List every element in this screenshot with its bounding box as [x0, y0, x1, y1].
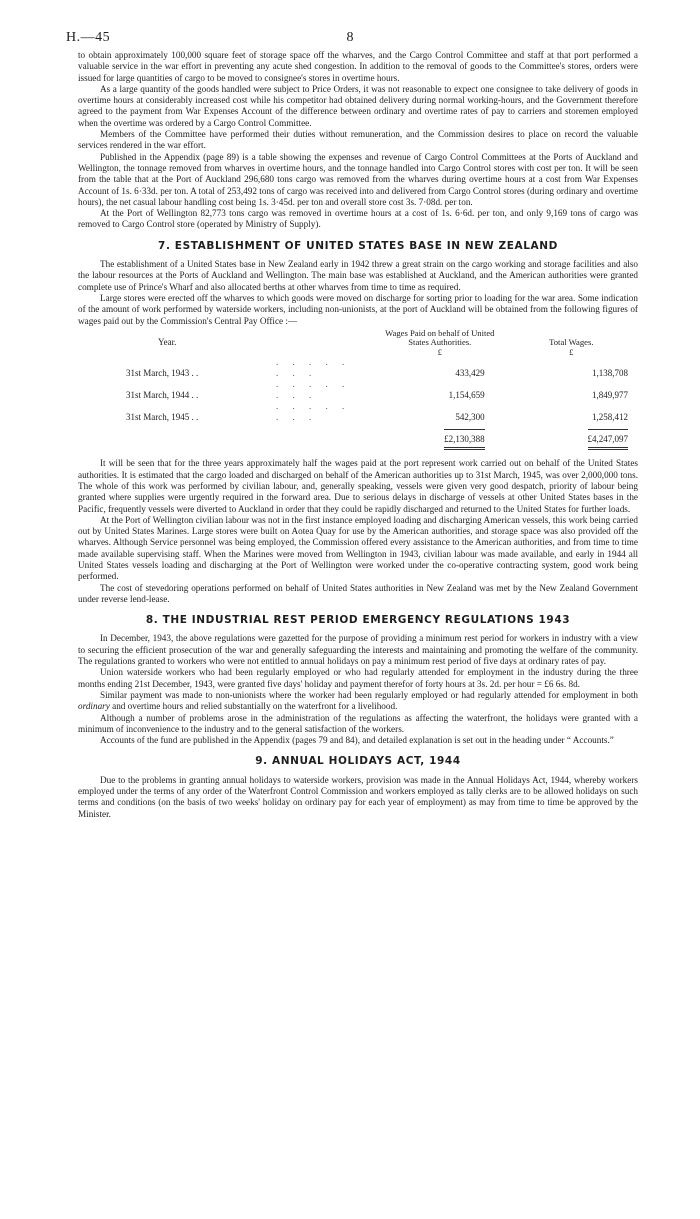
leader-dots: . . . . . . . .: [275, 357, 351, 379]
column-header-year: Year.: [158, 336, 177, 347]
document-reference: H.—45: [66, 30, 111, 45]
paragraph: to obtain approximately 100,000 square feet of storage space off the wharves, and the Cargo Control Committee and staff at that port performed a valuable service in the war effort in preventing any acute shed congestion. In addition to the removal of goods to the Committee's stores, orders were issued for large quantities of cargo to be moved to consignee's stores in overtime hours.: [78, 50, 638, 83]
paragraph: The cost of stevedoring operations performed on behalf of United States authorities in New Zealand was met by the New Zealand Government under reverse lend-lease.: [78, 582, 638, 604]
wages-cell: 1,154,659: [448, 390, 485, 401]
wages-cell: 542,300: [455, 412, 485, 423]
paragraph: Due to the problems in granting annual holidays to waterside workers, provision was made in the Annual Holidays Act, 1944, whereby workers employed under the terms of any order of the Waterfront Control Commission and workers employed as tally clerks are to be allowed holidays on such terms and conditions (on the basis of two weeks' holiday on ordinary pay for each year of employment) as may from time to time be approved by the Minister.: [78, 774, 638, 819]
paragraph: Similar payment was made to non-unionists where the worker had been regularly employed or had regularly attended for employment in both ordinary and overtime hours and relied substantially on the waterfront for a livelihood.: [78, 689, 638, 712]
unit-label: £: [569, 346, 574, 357]
section-heading: 7. ESTABLISHMENT OF UNITED STATES BASE IN NEW ZEALAND: [158, 239, 558, 252]
section-heading: 9. ANNUAL HOLIDAYS ACT, 1944: [255, 755, 461, 768]
table-sum-row: [78, 423, 638, 450]
unit-label: £: [437, 346, 442, 357]
total-cell: 1,849,977: [592, 390, 628, 401]
table-unit-row: [78, 348, 638, 358]
paragraph: At the Port of Wellington 82,773 tons cargo was removed in overtime hours at a cost of 1s. 6·6d. per ton, and only 9,169 tons of cargo was removed to Cargo Control store (operated by Ministry of Supply).: [78, 208, 638, 230]
total-sum: £4,247,097: [588, 429, 629, 450]
paragraph: The establishment of a United States base in New Zealand early in 1942 threw a great strain on the cargo working and storage facilities and also the labour resources at the Ports of Auckland and Wellington. The main base was established at Auckland, and the American authorities were granted complete use of Prince's Wharf and also allocated berths at other wharves from time to time as required.: [78, 259, 638, 292]
document-body: [78, 50, 638, 820]
leader-dots: . . . . . . . .: [275, 379, 351, 401]
wages-cell: 433,429: [455, 368, 485, 379]
year-cell: 31st March, 1943 . .: [126, 368, 199, 379]
table-header-row: [78, 329, 638, 348]
paragraph: As a large quantity of the goods handled were subject to Price Orders, it was not reasonable to expect one consignee to take delivery of goods in overtime hours at considerably increased cost while his competitor had obtained delivery during normal working-hours, and the Government therefore agreed to the payment from War Expenses Account of the difference between ordinary and overtime rates of pay to carriers and storemen employed when the overtime was ordered by a Cargo Control Committee.: [78, 83, 638, 128]
table-row: [78, 401, 638, 423]
year-cell: 31st March, 1944 . .: [126, 390, 199, 401]
total-cell: 1,138,708: [592, 368, 628, 379]
wages-table: [78, 329, 638, 451]
paragraph: At the Port of Wellington civilian labour was not in the first instance employed loading and discharging American vessels, this work being carried out by United States Marines. Large stores were built on Aotea Quay for use by the American authorities, and storage space was also provided off the wharves. Although Service personnel was being employed, the Commission offered every assistance to the American authorities, and from time to time made available supervising staff. When the Marines were moved from Wellington in 1943, civilian labour was made available, and early in 1944 all United States vessels loading and discharging at the Port of Wellington were worked under the co-operative contracting system, good work being performed.: [78, 514, 638, 582]
page-number: 8: [346, 30, 354, 45]
paragraph: In December, 1943, the above regulations were gazetted for the purpose of providing a minimum rest period for workers in industry with a view to securing the efficient prosecution of the war and generally safeguarding the interests and maintaining and promoting the welfare of the community. The regulations granted to workers who were not entitled to annual holidays on pay a minimum rest period of five days at ordinary rates of pay.: [78, 633, 638, 667]
year-cell: 31st March, 1945 . .: [126, 412, 199, 423]
paragraph: It will be seen that for the three years approximately half the wages paid at the port represent work carried out on behalf of the United States authorities. It is estimated that the cargo loaded and discharged on behalf of the American authorities up to 31st March, 1945, was over 2,000,000 tons. The whole of this work was performed by civilian labour, and, generally speaking, vessels were given very good despatch, priority of labour being granted where supplies were urgently required in the forward area. Due to serious delays in discharge of vessels at other United States bases in the Pacific, frequently vessels were diverted to Auckland in order that they could be rapidly discharged and returned to the United States for further loads.: [78, 458, 638, 514]
wages-sum: £2,130,388: [444, 429, 485, 450]
total-cell: 1,258,412: [592, 412, 628, 423]
column-header-wages: Wages Paid on behalf of United States Authorities.: [385, 327, 495, 348]
column-header-total: Total Wages.: [549, 337, 594, 348]
paragraph: Accounts of the fund are published in the Appendix (pages 79 and 84), and detailed explanation is set out in the heading under “ Accounts.”: [100, 735, 614, 746]
paragraph: Although a number of problems arose in the administration of the regulations as affecting the waterfront, the holidays were granted with a minimum of inconvenience to the industry and to the general satisfaction of the workers.: [78, 712, 638, 734]
table-row: [78, 379, 638, 401]
paragraph: Union waterside workers who had been regularly employed or who had regularly attended for employment in the industry during the three months ending 21st December, 1943, were granted five days' holiday and payment therefor of forty hours at 3s. 2d. per hour = £6 6s. 8d.: [78, 667, 638, 689]
paragraph: Large stores were erected off the wharves to which goods were moved on discharge for sorting prior to loading for the war area. Some indication of the amount of work performed by waterside workers, including non-unionists, at the port of Auckland will be obtained from the following figures of wages paid out by the Commission's Central Pay Office :—: [78, 292, 638, 326]
leader-dots: . . . . . . . .: [275, 401, 351, 423]
paragraph: Published in the Appendix (page 89) is a table showing the expenses and revenue of Cargo Control Committees at the Ports of Auckland and Wellington, the tonnage removed from wharves in overtime hours, and the tonnage handled into Cargo Control stores with cost per ton. It will be seen from the table that at the Port of Auckland 296,680 tons cargo was removed from the wharves during overtime hours at a cost from War Expenses Account of 1s. 6·33d. per ton. A total of 253,492 tons of cargo was received into and delivered from Cargo Control stores (during ordinary and overtime hours), the net casual labour handling cost being 1s. 3·45d. per ton and overall store cost 3s. 7·08d. per ton.: [78, 151, 638, 207]
table-row: [78, 357, 638, 379]
section-heading: 8. THE INDUSTRIAL REST PERIOD EMERGENCY REGULATIONS 1943: [145, 614, 571, 627]
paragraph: Members of the Committee have performed their duties without remuneration, and the Commission desires to place on record the valuable services rendered in the war effort.: [78, 129, 638, 151]
